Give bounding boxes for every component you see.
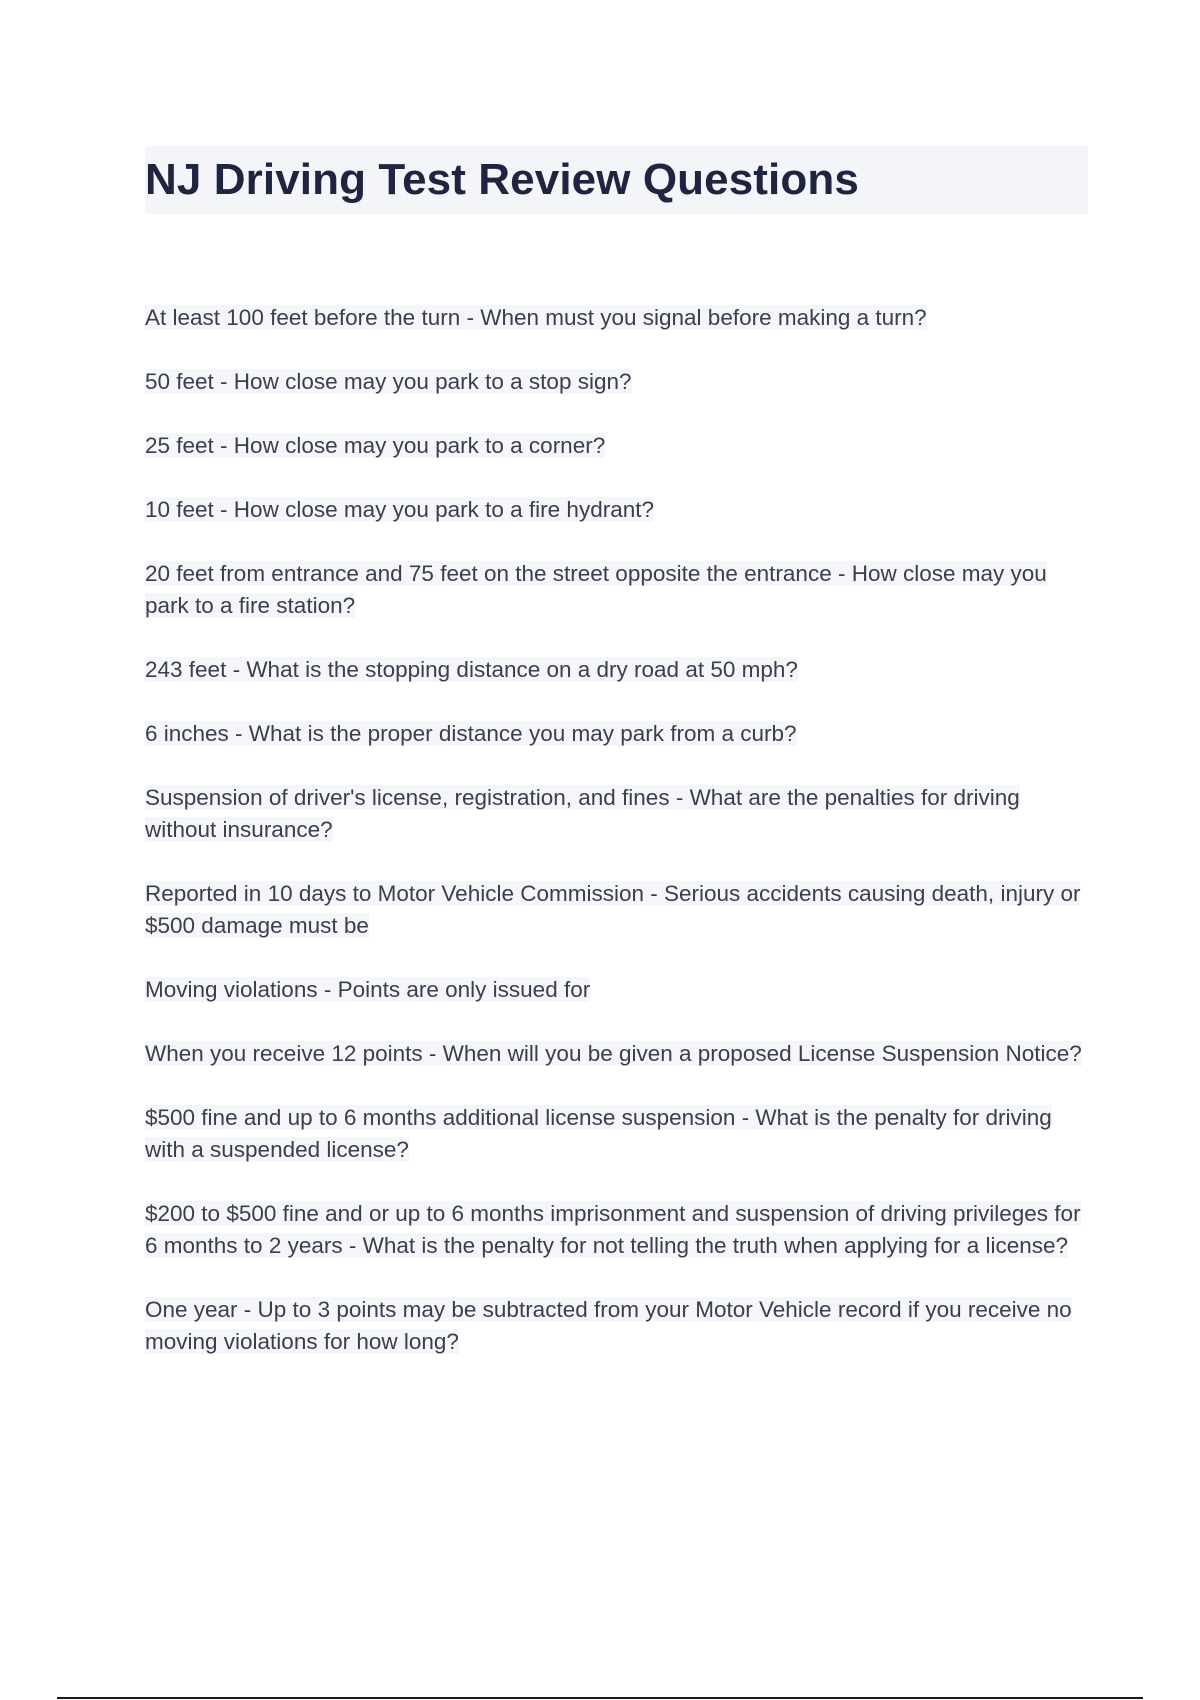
qa-item-text: 243 feet - What is the stopping distance on a dry road at 50 mph? — [145, 657, 798, 682]
qa-item-text: At least 100 feet before the turn - When must you signal before making a turn? — [145, 305, 927, 330]
qa-item-text: $200 to $500 fine and or up to 6 months imprisonment and suspension of driving privileges for 6 months to 2 years - What is the penalty for not telling the truth when applying for a license? — [145, 1201, 1081, 1258]
qa-item — [145, 1038, 1095, 1070]
qa-item-text: 25 feet - How close may you park to a corner? — [145, 433, 606, 458]
qa-list — [145, 302, 1095, 1390]
qa-item — [145, 430, 1095, 462]
footer-divider — [57, 1697, 1143, 1699]
qa-item-text: One year - Up to 3 points may be subtracted from your Motor Vehicle record if you receive no moving violations for how long? — [145, 1297, 1072, 1354]
qa-item — [145, 302, 1095, 334]
qa-item-text: When you receive 12 points - When will you be given a proposed License Suspension Notice? — [145, 1041, 1082, 1066]
qa-item — [145, 1294, 1095, 1358]
qa-item-text: 10 feet - How close may you park to a fire hydrant? — [145, 497, 654, 522]
qa-item-text: Moving violations - Points are only issued for — [145, 977, 591, 1002]
qa-item-text: 20 feet from entrance and 75 feet on the street opposite the entrance - How close may you park to a fire station? — [145, 561, 1047, 618]
page-title: NJ Driving Test Review Questions — [145, 155, 859, 204]
qa-item — [145, 782, 1095, 846]
qa-item — [145, 1198, 1095, 1262]
qa-item — [145, 558, 1095, 622]
qa-item — [145, 878, 1095, 942]
qa-item-text: Suspension of driver's license, registration, and fines - What are the penalties for driving without insurance? — [145, 785, 1020, 842]
qa-item-text: Reported in 10 days to Motor Vehicle Commission - Serious accidents causing death, injury or $500 damage must be — [145, 881, 1081, 938]
qa-item-text: 50 feet - How close may you park to a stop sign? — [145, 369, 632, 394]
qa-item — [145, 718, 1095, 750]
qa-item-text: $500 fine and up to 6 months additional license suspension - What is the penalty for driving with a suspended license? — [145, 1105, 1052, 1162]
qa-item-text: 6 inches - What is the proper distance you may park from a curb? — [145, 721, 797, 746]
qa-item — [145, 366, 1095, 398]
qa-item — [145, 654, 1095, 686]
qa-item — [145, 1102, 1095, 1166]
qa-item — [145, 974, 1095, 1006]
qa-item — [145, 494, 1095, 526]
